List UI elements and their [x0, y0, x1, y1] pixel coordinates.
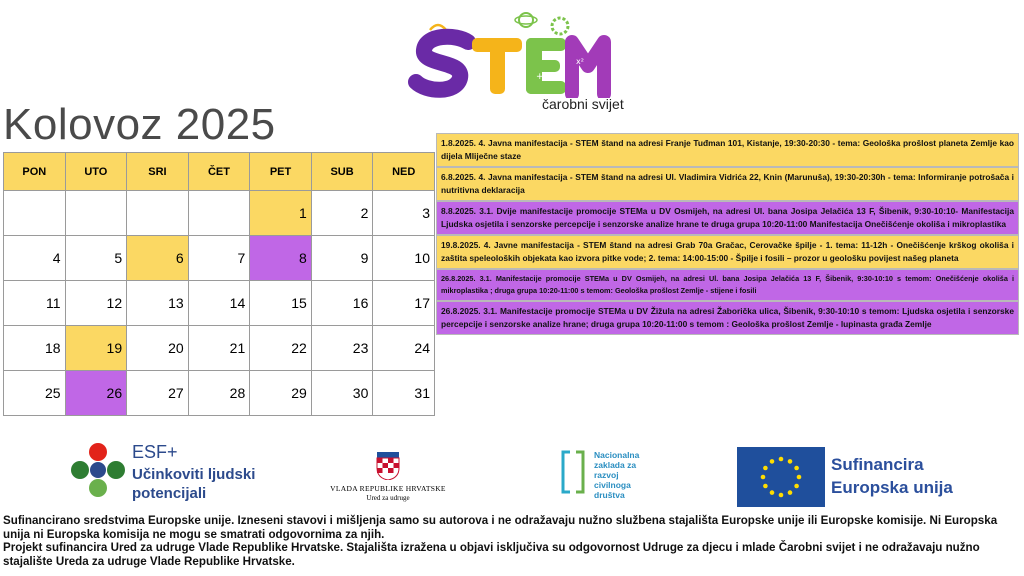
logo-subtitle: čarobni svijet: [542, 96, 624, 112]
eu-line1: Sufinancira: [831, 455, 924, 474]
calendar-day: 16: [311, 281, 373, 326]
esf-title: ESF+: [132, 442, 178, 462]
calendar-day: 25: [4, 371, 66, 416]
calendar-day: 12: [65, 281, 127, 326]
croatian-coat-of-arms-icon: [375, 446, 401, 480]
calendar-day-event: 19: [65, 326, 127, 371]
weekday-sun: NED: [373, 153, 435, 191]
calendar-day: 29: [250, 371, 312, 416]
calendar-day: 2: [311, 191, 373, 236]
nzrcd-line4: civilnoga: [594, 480, 631, 490]
calendar-day: [4, 191, 66, 236]
calendar-week: [4, 281, 435, 326]
nzrcd-line5: društva: [594, 490, 625, 500]
weekday-header-row: [4, 153, 435, 191]
calendar-week: [4, 236, 435, 281]
weekday-thu: ČET: [188, 153, 250, 191]
disclaimer-eu: Sufinancirano sredstvima Europske unije. Izneseni stavovi i mišljenja samo su autorova i ne odražavaju nužno službena stajališta Europske unije ili Europske komisije. Ni Europska unija ni Europska komisija ne mogu se smatrati odgovornima za njih.: [3, 514, 998, 541]
eu-flag-icon: [737, 447, 825, 507]
calendar-day: 3: [373, 191, 435, 236]
calendar-grid: [3, 152, 435, 416]
calendar-day: 14: [188, 281, 250, 326]
nzrcd-line2: zaklada za: [594, 460, 637, 470]
esf-line2: potencijali: [132, 485, 207, 502]
event-item: 1.8.2025. 4. Javna manifestacija - STEM štand na adresi Franje Tuđman 101, Kistanje, 19:30-20:30 - tema: Geološka prošlost planeta Zemlje kao dijela Mliječne staze: [436, 133, 1019, 167]
vlada-title: VLADA REPUBLIKE HRVATSKE: [330, 484, 446, 493]
calendar-day: 22: [250, 326, 312, 371]
calendar-day: 15: [250, 281, 312, 326]
calendar-day-event: 26: [65, 371, 127, 416]
esf-flower-icon: [68, 440, 128, 506]
calendar-day: [65, 191, 127, 236]
esf-logo: [68, 440, 298, 508]
disclaimer-ured: Projekt sufinancira Ured za udruge Vlade Republike Hrvatske. Stajališta izražena u objavi isključiva su odgovornost Udruge za djecu i mlade Čarobni svijet i ne odražavaju nužno stajalište Ureda za udruge Vlade Republike Hrvatske.: [3, 541, 980, 568]
calendar-day: 10: [373, 236, 435, 281]
weekday-fri: PET: [250, 153, 312, 191]
calendar-day: 5: [65, 236, 127, 281]
calendar-day: [188, 191, 250, 236]
calendar-day: 23: [311, 326, 373, 371]
vlada-subtitle: Ured za udruge: [366, 494, 410, 502]
calendar-day: 17: [373, 281, 435, 326]
calendar-day: 4: [4, 236, 66, 281]
stem-logo-graphic: [408, 8, 618, 98]
calendar-day: 9: [311, 236, 373, 281]
calendar-day: 7: [188, 236, 250, 281]
event-list: [436, 133, 1019, 335]
letter-e-bottom: [526, 81, 566, 94]
plus-glyph: +: [536, 72, 544, 82]
letter-m: [572, 42, 604, 94]
calendar-day: 28: [188, 371, 250, 416]
letter-t-stem: [490, 46, 505, 94]
letter-s: [416, 37, 468, 90]
weekday-mon: PON: [4, 153, 66, 191]
calendar-day-event: 6: [127, 236, 189, 281]
esf-line1: Učinkoviti ljudski: [132, 466, 256, 483]
stem-logo: [408, 8, 624, 133]
letter-e-mid: [526, 60, 560, 72]
calendar-day: 27: [127, 371, 189, 416]
calendar-day: 30: [311, 371, 373, 416]
calendar-day: 18: [4, 326, 66, 371]
month-title: Kolovoz 2025: [3, 100, 276, 149]
event-item: 19.8.2025. 4. Javne manifestacija - STEM štand na adresi Grab 70a Gračac, Cerovačke špilje - 1. tema: 11-12h - Onečišćenje krškog okoliša i zaštita speleoloških objekata kao izvora pitke vode; 2. tema: 14:00-15:00 - Špilje i fosili – prozor u geološku povijest našeg planeta: [436, 235, 1019, 269]
eu-logo: [737, 447, 977, 507]
calendar-day: 11: [4, 281, 66, 326]
calendar-day-event: 1: [250, 191, 312, 236]
calendar-day: 24: [373, 326, 435, 371]
calendar-week: [4, 191, 435, 236]
nzrcd-line1: Nacionalna: [594, 450, 640, 460]
nzrcd-logo: [558, 446, 668, 506]
calendar-day: [127, 191, 189, 236]
calendar-day: 21: [188, 326, 250, 371]
weekday-tue: UTO: [65, 153, 127, 191]
letter-e-top: [526, 38, 566, 51]
eu-line2: Europska unija: [831, 478, 953, 497]
calendar-week: [4, 326, 435, 371]
bracket-icon: [560, 450, 586, 494]
calendar-day-event: 8: [250, 236, 312, 281]
nzrcd-text: [594, 450, 639, 500]
calendar-week: [4, 371, 435, 416]
nzrcd-line3: razvoj: [594, 470, 619, 480]
event-item: 26.8.2025. 3.1. Manifestacije promocije STEMa u DV Osmijeh, na adresi Ul. bana Josipa Jelačića 13 F, Šibenik, 9:30-10:10 s temom: Onečišćenje okoliša i mikroplastika ; druga grupa 10:20-11:00 s temom: Geološka prošlost Zemlje - stijene i fosili: [436, 269, 1019, 301]
calendar-day: 31: [373, 371, 435, 416]
atom-icon: [519, 13, 533, 27]
event-item: 8.8.2025. 3.1. Dvije manifestacije promocije STEMa u DV Osmijeh, na adresi Ul. bana Josipa Jelačića 13 F, Šibenik, 9:30-10:10- Manifestacija Ljudska osjetila i senzorske percepcije i senzorske analize hrane te druga grupa 10:20-11:00 Manifestacija Onečišćenje okoliša i mikroplastika: [436, 201, 1019, 235]
weekday-sat: SUB: [311, 153, 373, 191]
weekday-wed: SRI: [127, 153, 189, 191]
calendar-day: 20: [127, 326, 189, 371]
math-glyph: x²: [576, 57, 584, 66]
event-item: 26.8.2025. 3.1. Manifestacije promocije STEMa u DV Žižula na adresi Žaborička ulica, Šibenik, 9:30-10:10 s temom: Ljudska osjetila i senzorske percepcije i senzorske analize hrane; druga grupa 10:20-11:00 s temom : Geološka prošlost Zemlje - lupinasta građa Zemlje: [436, 301, 1019, 335]
calendar-day: 13: [127, 281, 189, 326]
gear-icon: [552, 18, 568, 34]
event-item: 6.8.2025. 4. Javna manifestacija - STEM štand na adresi Ul. Vladimira Vidrića 22, Knin (Marunuša), 19:30-20:30h - tema: Informiranje potrošača i nutritivna deklaracija: [436, 167, 1019, 201]
disclaimer: [3, 514, 1021, 568]
vlada-logo: [328, 446, 448, 506]
